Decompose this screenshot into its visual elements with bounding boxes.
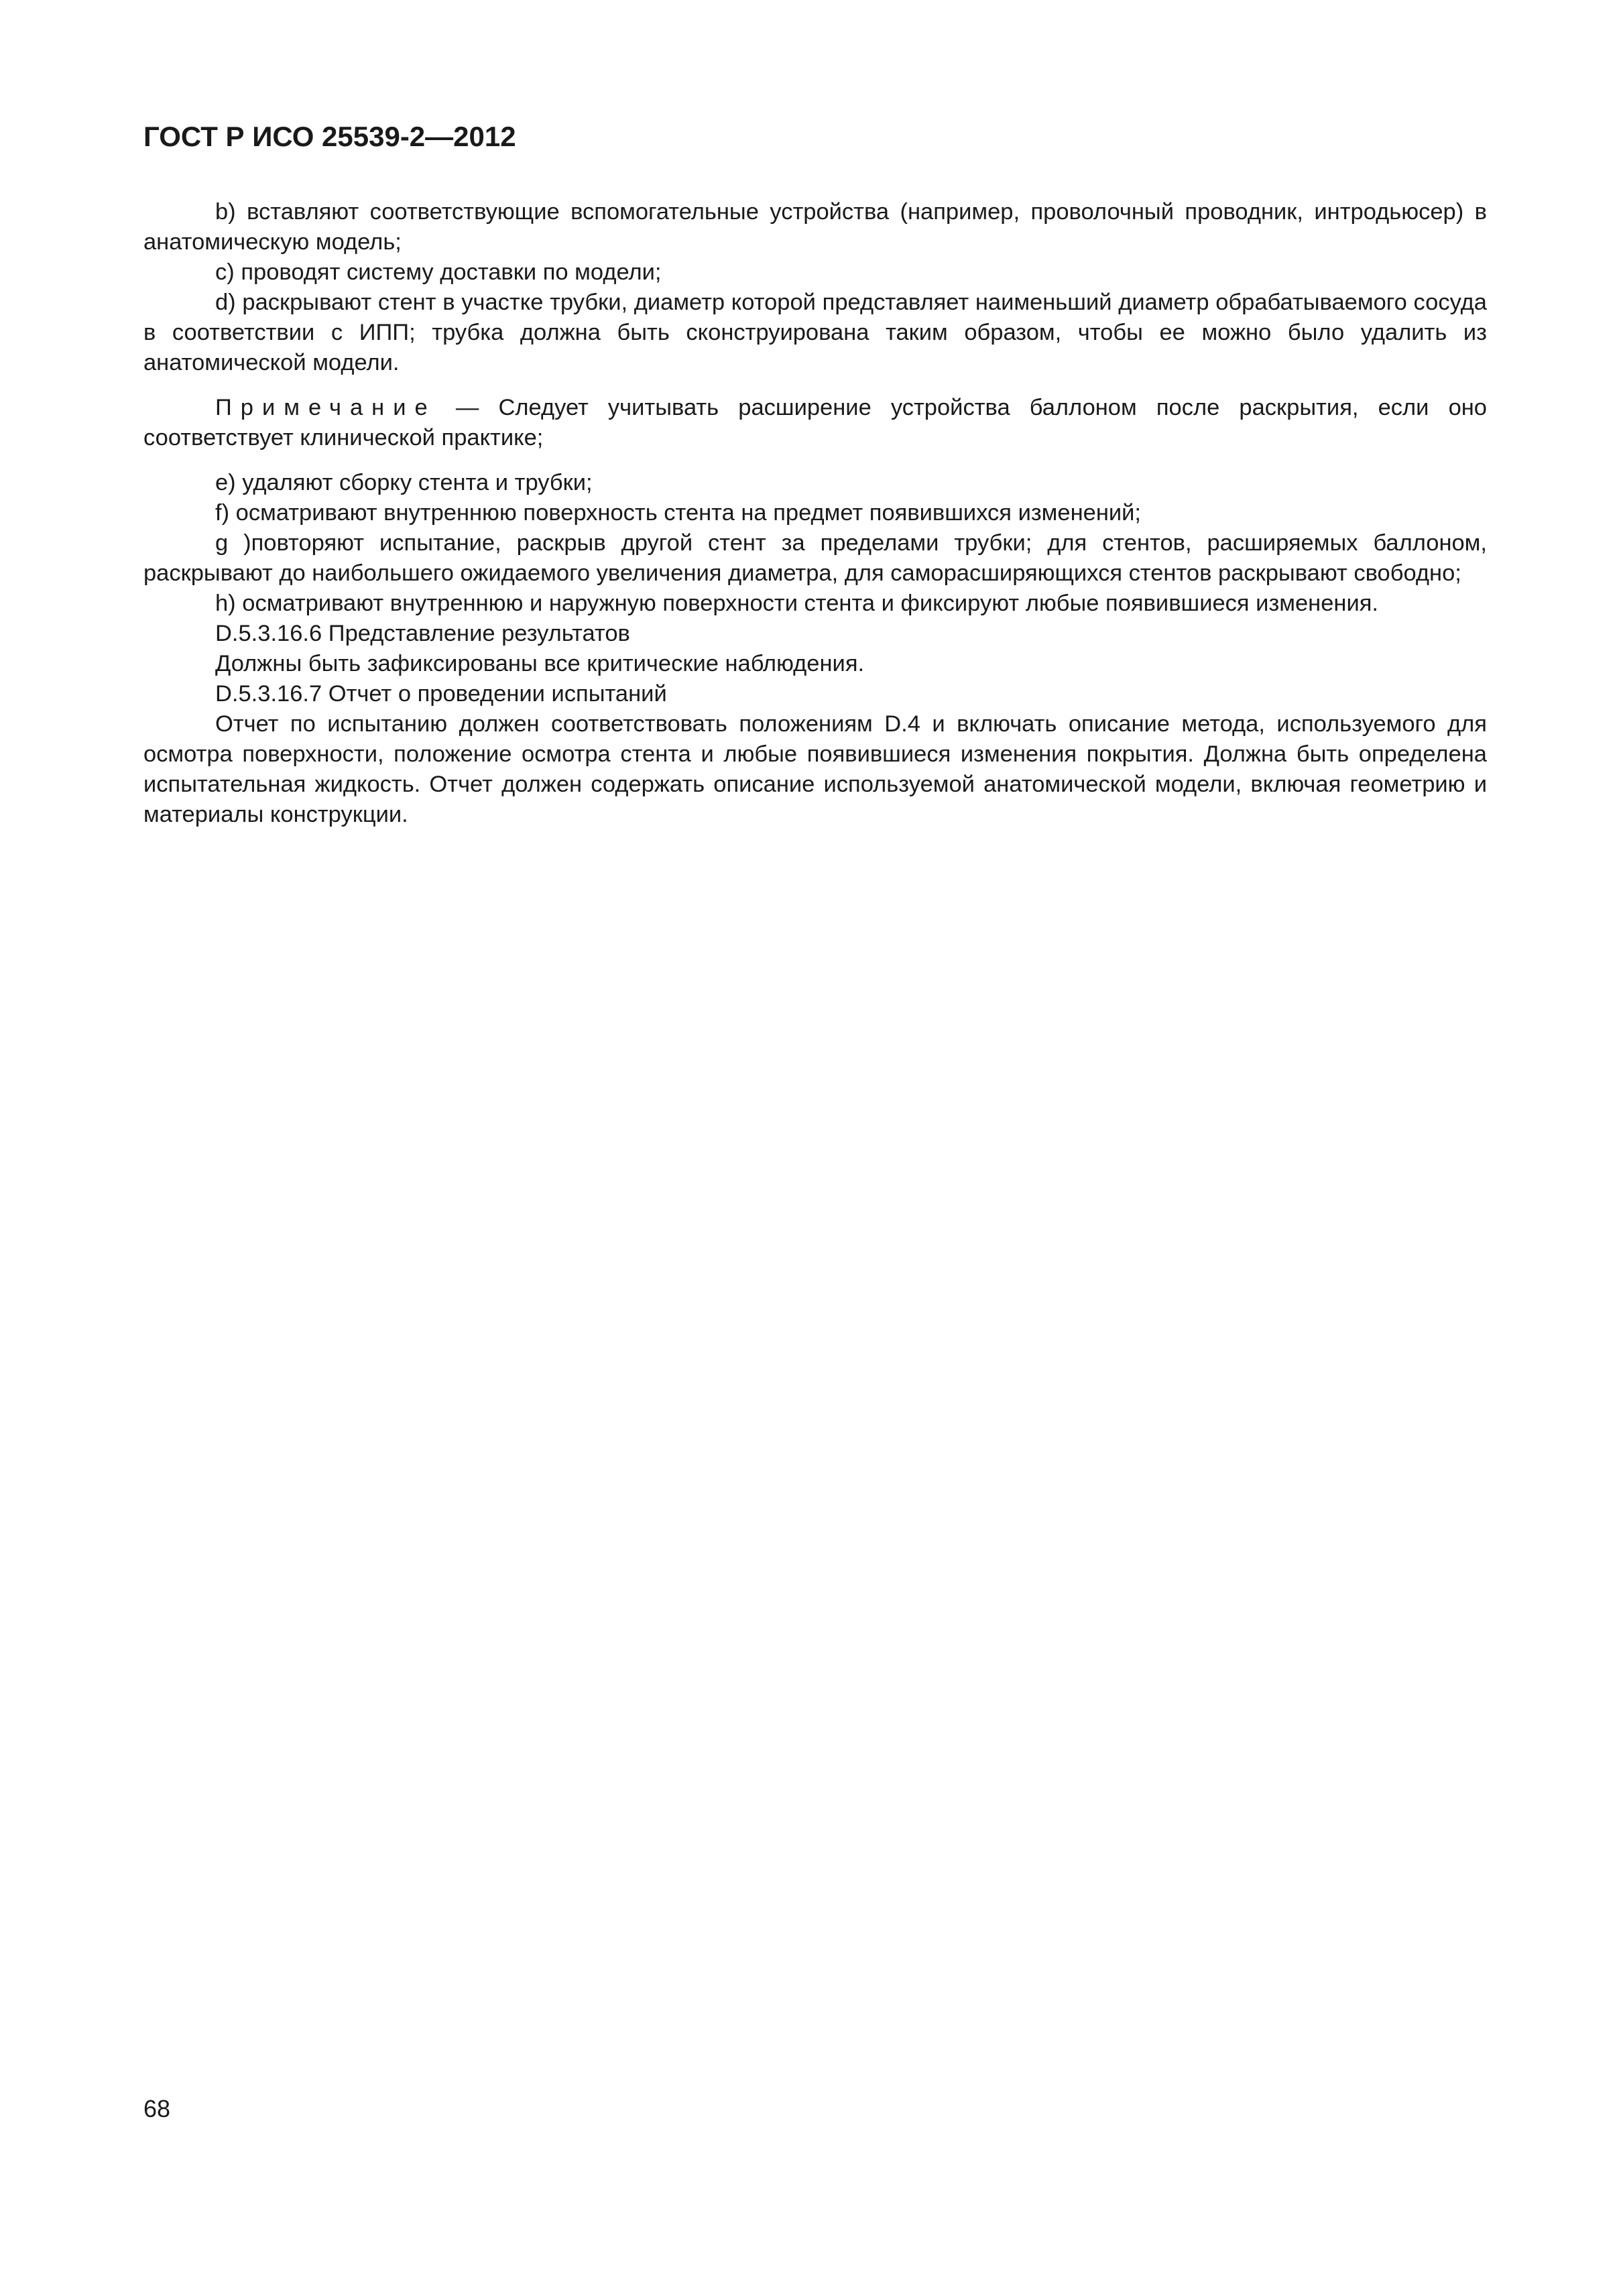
page-number: 68 xyxy=(143,2095,171,2122)
section-heading-report: D.5.3.16.7 Отчет о проведении испытаний xyxy=(215,681,667,707)
section-heading-results: D.5.3.16.6 Представление результатов xyxy=(215,621,630,646)
report-paragraph: Отчет по испытанию должен соответствовать положениям D.4 и включать описание метода, используемого для осмотра поверхности, положение осмотра стента и любые появившиеся изменения покрытия. Должна быть определена испытательная жидкость. Отчет должен содержать описание используемой анатомической модели, включая геометрию и материалы конструкции. xyxy=(143,711,1487,827)
note-paragraph xyxy=(143,393,1487,453)
note-label: Примечание xyxy=(215,395,436,420)
list-item-f: f) осматривают внутреннюю поверхность стента на предмет появившихся изменений; xyxy=(215,500,1141,526)
list-item-b: b) вставляют соответствующие вспомогательные устройства (например, проволочный проводник, интродьюсер) в анатомическую модель; xyxy=(143,199,1487,255)
list-item-e: e) удаляют сборку стента и трубки; xyxy=(215,470,593,495)
list-item-c: c) проводят систему доставки по модели; xyxy=(215,259,662,285)
list-item-d: d) раскрывают стент в участке трубки, диаметр которой представляет наименьший диаметр обрабатываемого сосуда в соответствии с ИПП; трубка должна быть сконструирована таким образом, чтобы ее можно было удалить из анатомической модели. xyxy=(143,290,1487,375)
results-paragraph: Должны быть зафиксированы все критические наблюдения. xyxy=(215,651,865,676)
list-item-h: h) осматривают внутреннюю и наружную поверхности стента и фиксируют любые появившиеся изменения. xyxy=(215,591,1379,616)
document-header: ГОСТ Р ИСО 25539-2—2012 xyxy=(143,121,516,152)
list-item-g: g )повторяют испытание, раскрыв другой стент за пределами трубки; для стентов, расширяемых баллоном, раскрывают до наибольшего ожидаемого увеличения диаметра, для саморасширяющихся стентов раскрывают свободно; xyxy=(143,530,1487,586)
document-body xyxy=(143,197,1487,830)
note-text: — Следует учитывать расширение устройства баллоном после раскрытия, если оно соответствует клинической практике; xyxy=(143,395,1487,450)
